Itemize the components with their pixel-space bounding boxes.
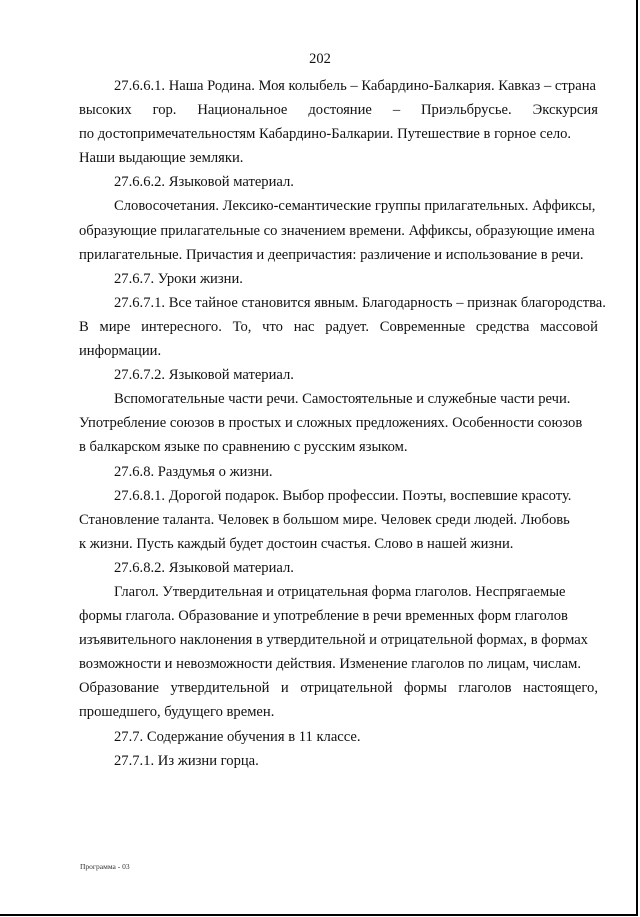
text-line: в балкарском языке по сравнению с русским языком. [79,439,408,456]
word: – [392,102,401,119]
text-line: 27.7.1. Из жизни горца. [114,752,259,769]
paragraph-p-27-6-8-2 [79,556,598,580]
paragraph-p-27-7 [79,725,598,749]
footer-program-label: Программа - 03 [80,862,130,871]
text-line: 27.6.7.1. Все тайное становится явным. Благодарность – признак благородства. [114,294,606,311]
text-line: формы глагола. Образование и употребление в речи временных форм глаголов [79,608,568,625]
text-line [79,676,598,700]
text-line: Становление таланта. Человек в большом мире. Человек среди людей. Любовь [79,511,570,528]
word: мире [99,318,131,335]
text-line: Употребление союзов в простых и сложных предложениях. Особенности союзов [79,415,583,432]
text-line: информации. [79,343,162,360]
text-line: возможности и невозможности действия. Изменение глаголов по лицам, числам. [79,656,582,673]
paragraph-p-27-6-6-2 [79,170,598,194]
word: Современные [379,318,466,335]
text-line: прилагательные. Причастия и деепричастия: различение и использование в речи. [79,246,584,263]
text-line: 27.6.8.1. Дорогой подарок. Выбор профессии. Поэты, воспевшие красоту. [114,487,572,504]
word: интересного. [141,318,222,335]
text-line: 27.6.8.2. Языковой материал. [114,559,294,576]
word: средства [475,318,530,335]
text-line: Словосочетания. Лексико-семантические группы прилагательных. Аффиксы, [114,198,596,215]
text-line: 27.6.7. Уроки жизни. [114,270,243,287]
word: То, [232,318,252,335]
text-line: 27.6.6.2. Языковой материал. [114,174,294,191]
word: достояние [308,102,372,119]
word: В [79,318,89,335]
word: Приэльбрусье. [421,102,512,119]
text-line: Глагол. Утвердительная и отрицательная форма глаголов. Неспрягаемые [114,583,566,600]
word: Образование [79,680,159,697]
text-line: к жизни. Пусть каждый будет достоин счастья. Слово в нашей жизни. [79,535,514,552]
paragraph-p-27-6-7-2 [79,363,598,387]
word: массовой [540,318,598,335]
text-line: Вспомогательные части речи. Самостоятельные и служебные части речи. [114,391,571,408]
text-line: 27.6.7.2. Языковой материал. [114,367,294,384]
word: Национальное [197,102,288,119]
paragraph-p-27-6-7 [79,267,598,291]
paragraph-p-27-7-1 [79,749,598,773]
text-line: 27.7. Содержание обучения в 11 классе. [114,728,361,745]
word: нас [293,318,315,335]
word: настоящего, [523,680,598,697]
text-line: прошедшего, будущего времен. [79,704,275,721]
text-line: 27.6.8. Раздумья о жизни. [114,463,273,480]
word: и [280,680,289,697]
word: высоких [79,102,132,119]
word: утвердительной [170,680,270,697]
document-body [79,74,606,773]
word: что [262,318,283,335]
word: глаголов [458,680,512,697]
paragraph-p-27-6-6-1 [79,74,598,170]
paragraph-p-slovosochetaniya [79,194,598,266]
word: Экскурсия [532,102,598,119]
word: гор. [152,102,177,119]
paragraph-p-vspomogatelnye [79,387,598,459]
paragraph-p-27-6-8 [79,460,598,484]
paragraph-p-glagol [79,580,598,725]
word: радует. [325,318,369,335]
word: отрицательной [300,680,393,697]
text-line: 27.6.6.1. Наша Родина. Моя колыбель – Кабардино-Балкария. Кавказ – страна [114,78,596,94]
word: формы [404,680,447,697]
text-line: по достопримечательностям Кабардино-Балкарии. Путешествие в горное село. [79,126,572,143]
paragraph-p-27-6-8-1 [79,484,598,556]
text-line: образующие прилагательные со значением времени. Аффиксы, образующие имена [79,222,595,239]
text-line [79,315,598,339]
text-line: Наши выдающие земляки. [79,150,244,167]
paragraph-p-27-6-7-1 [79,291,606,363]
page-number: 202 [309,51,331,67]
text-line: изъявительного наклонения в утвердительной и отрицательной формах, в формах [79,632,588,649]
text-line [79,98,598,122]
